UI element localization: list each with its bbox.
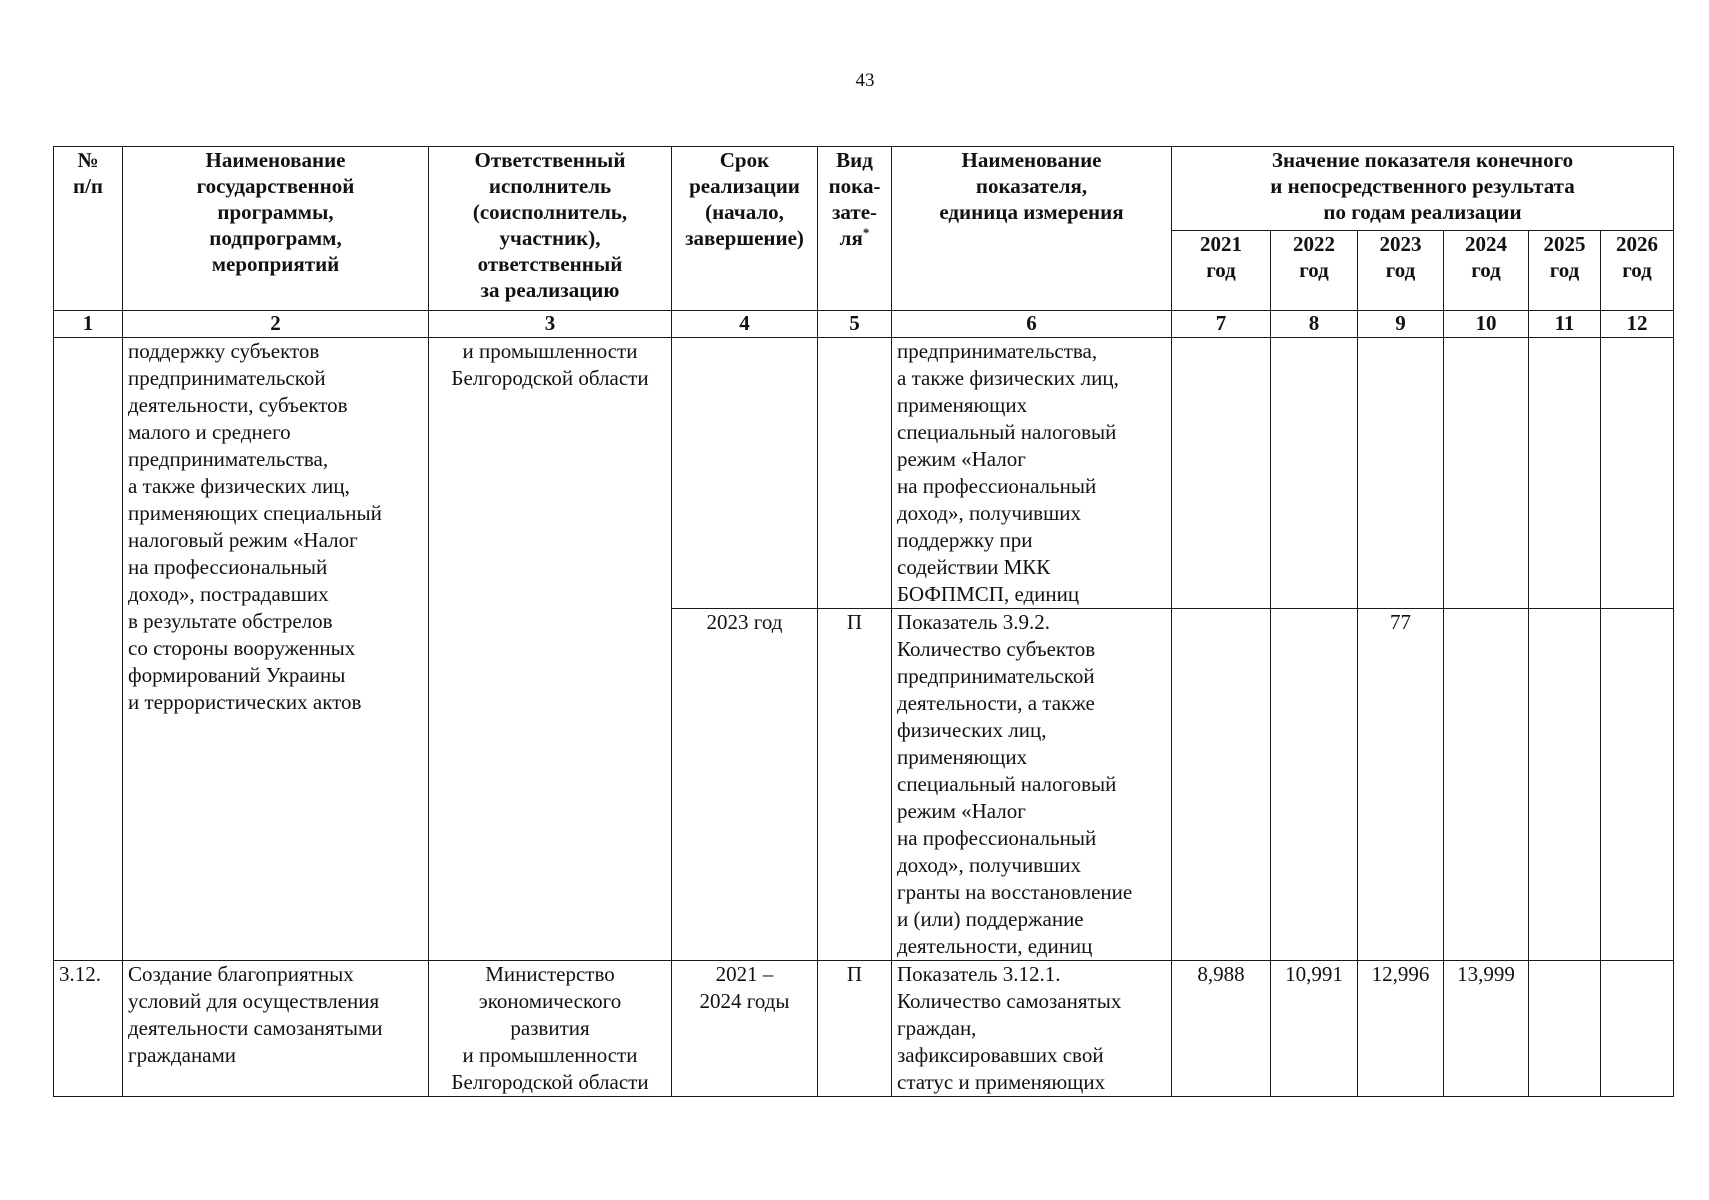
- header-year-2023: 2023 год: [1358, 231, 1444, 311]
- value-cell: [1529, 338, 1601, 609]
- value-cell-2025: [1529, 961, 1601, 1097]
- header-term: Срок реализации (начало, завершение): [672, 147, 818, 311]
- indicator-name-cell: Показатель 3.9.2. Количество субъектов предпринимательской деятельности, а также физических лиц, применяющих специальный налоговый режим «Налог на профессиональный доход», получивших гранты на восстановление и (или) поддержание деятельности, единиц: [892, 609, 1172, 961]
- value-cell: [1444, 338, 1529, 609]
- term-cell: 2023 год: [672, 609, 818, 961]
- header-program-name: Наименование государственной программы, подпрограмм, мероприятий: [123, 147, 429, 311]
- header-indicator-type: [818, 147, 892, 311]
- column-number: 8: [1271, 311, 1358, 338]
- program-name-cell: поддержку субъектов предпринимательской деятельности, субъектов малого и среднего предпринимательства, а также физических лиц, применяющих специальный налоговый режим «Налог на профессиональный доход», пострадавших в результате обстрелов со стороны вооруженных формирований Украины и террористических актов: [123, 338, 429, 961]
- column-number: 3: [429, 311, 672, 338]
- responsible-cell: Министерство экономического развития и промышленности Белгородской области: [429, 961, 672, 1097]
- header-year-2021: 2021 год: [1172, 231, 1271, 311]
- value-cell: [1601, 338, 1674, 609]
- value-cell-2024: 13,999: [1444, 961, 1529, 1097]
- indicator-name-cell: Показатель 3.12.1. Количество самозанятых граждан, зафиксировавших свой статус и применяющих: [892, 961, 1172, 1097]
- column-number: 6: [892, 311, 1172, 338]
- value-cell-2026: [1601, 961, 1674, 1097]
- value-cell: [1172, 338, 1271, 609]
- header-year-2026: 2026 год: [1601, 231, 1674, 311]
- page-number: 43: [855, 70, 875, 91]
- indicators-table: [53, 146, 1674, 1097]
- value-cell: [1358, 338, 1444, 609]
- column-number-row: [54, 311, 1674, 338]
- column-number: 10: [1444, 311, 1529, 338]
- row-number-cell: 3.12.: [54, 961, 123, 1097]
- indicator-name-cell: предпринимательства, а также физических лиц, применяющих специальный налоговый режим «Налог на профессиональный доход», получивших поддержку при содействии МКК БОФПМСП, единиц: [892, 338, 1172, 609]
- header-responsible: Ответственный исполнитель (соисполнитель, участник), ответственный за реализацию: [429, 147, 672, 311]
- column-number: 11: [1529, 311, 1601, 338]
- indicator-type-cell: П: [818, 961, 892, 1097]
- value-cell: [1601, 609, 1674, 961]
- column-number: 1: [54, 311, 123, 338]
- value-cell: [1529, 609, 1601, 961]
- indicator-type-cell: П: [818, 609, 892, 961]
- header-year-2024: 2024 год: [1444, 231, 1529, 311]
- row-number-cell: [54, 338, 123, 961]
- column-number: 12: [1601, 311, 1674, 338]
- term-cell: [672, 338, 818, 609]
- header-year-2022: 2022 год: [1271, 231, 1358, 311]
- footnote-mark: *: [862, 225, 870, 240]
- header-indicator-name: Наименование показателя, единица измерения: [892, 147, 1172, 311]
- value-cell: [1271, 609, 1358, 961]
- value-cell: [1172, 609, 1271, 961]
- value-cell-2023: 77: [1358, 609, 1444, 961]
- header-indicator-type-label: Вид пока- зате- ля: [828, 148, 881, 250]
- header-year-2025: 2025 год: [1529, 231, 1601, 311]
- table-row: [54, 961, 1674, 1097]
- value-cell: [1271, 338, 1358, 609]
- indicator-type-cell: [818, 338, 892, 609]
- column-number: 9: [1358, 311, 1444, 338]
- column-number: 5: [818, 311, 892, 338]
- table-row: [54, 338, 1674, 609]
- column-number: 7: [1172, 311, 1271, 338]
- value-cell-2022: 10,991: [1271, 961, 1358, 1097]
- value-cell-2021: 8,988: [1172, 961, 1271, 1097]
- value-cell: [1444, 609, 1529, 961]
- responsible-cell: и промышленности Белгородской области: [429, 338, 672, 961]
- header-number: № п/п: [54, 147, 123, 311]
- value-cell-2023: 12,996: [1358, 961, 1444, 1097]
- program-name-cell: Создание благоприятных условий для осуществления деятельности самозанятыми гражданами: [123, 961, 429, 1097]
- header-values-group: Значение показателя конечного и непосредственного результата по годам реализации: [1172, 147, 1674, 231]
- column-number: 4: [672, 311, 818, 338]
- column-number: 2: [123, 311, 429, 338]
- term-cell: 2021 – 2024 годы: [672, 961, 818, 1097]
